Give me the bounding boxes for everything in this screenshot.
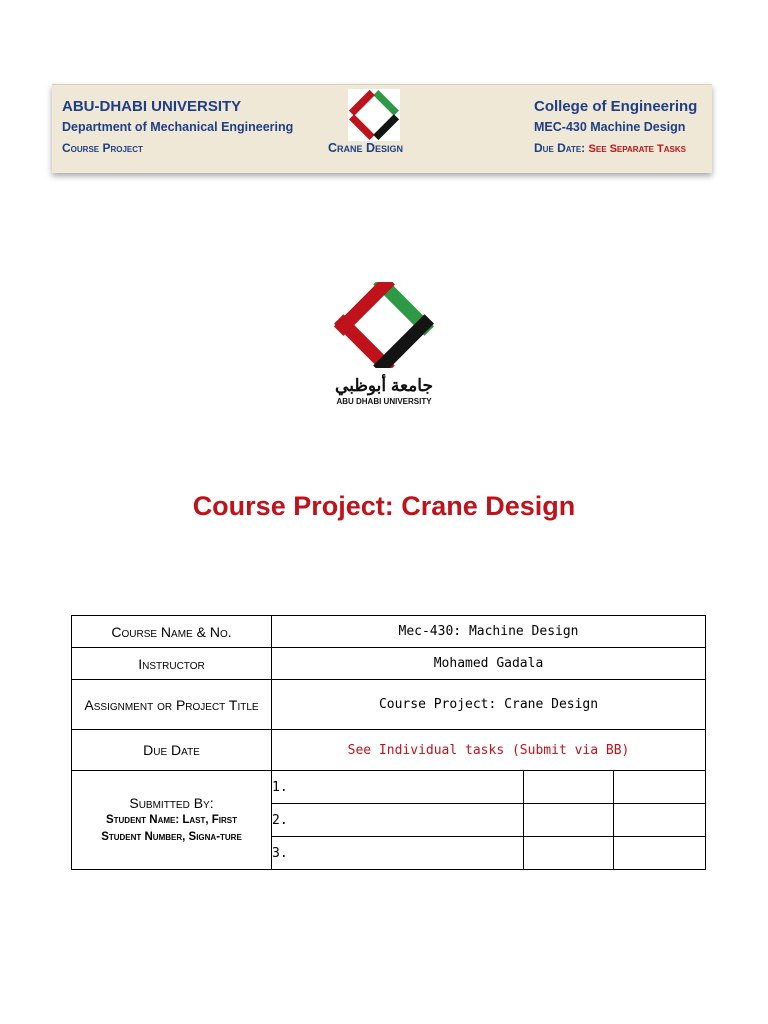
- logo-arabic-text: جامعة أبوظبي: [335, 376, 433, 395]
- table-row: [72, 648, 706, 680]
- student-field[interactable]: [524, 771, 614, 804]
- student-field[interactable]: [614, 837, 706, 870]
- due-date-value: See Separate Tasks: [588, 143, 686, 155]
- student-row-number: 1.: [272, 771, 524, 804]
- instructor-value: Mohamed Gadala: [272, 648, 706, 680]
- table-row: [72, 680, 706, 730]
- table-row: [72, 730, 706, 771]
- university-name: ABU-DHABI UNIVERSITY: [62, 98, 242, 115]
- due-date-value: See Individual tasks (Submit via BB): [272, 730, 706, 771]
- due-date-label: Due Date: [72, 730, 272, 771]
- course-name-value: Mec-430: Machine Design: [272, 616, 706, 648]
- submitted-by-cell: [72, 771, 272, 870]
- student-field[interactable]: [524, 804, 614, 837]
- course-project-label: Course Project: [62, 141, 143, 155]
- main-logo: [326, 282, 442, 406]
- submitted-by-label: Submitted By:: [129, 795, 214, 811]
- student-row-number: 3.: [272, 837, 524, 870]
- instructor-label: Instructor: [72, 648, 272, 680]
- student-field[interactable]: [524, 837, 614, 870]
- header-right: [534, 97, 697, 160]
- logo-english-text: ABU DHABI UNIVERSITY: [336, 397, 432, 406]
- header-logo: [348, 89, 400, 141]
- document-header: [52, 84, 712, 173]
- university-logo-icon: [326, 282, 442, 368]
- course-code: MEC-430 Machine Design: [534, 120, 686, 134]
- project-name-label: Crane Design: [328, 141, 404, 155]
- due-date-label: Due Date:: [534, 141, 586, 155]
- assignment-label: Assignment or Project Title: [72, 680, 272, 730]
- student-name-hint: Student Name: Last, First: [105, 814, 238, 826]
- cover-info-table: [71, 615, 706, 870]
- student-row-number: 2.: [272, 804, 524, 837]
- header-left: [62, 97, 293, 159]
- due-date-line: [534, 137, 697, 160]
- college-name: College of Engineering: [534, 98, 698, 115]
- table-row: [72, 771, 706, 804]
- student-field[interactable]: [614, 771, 706, 804]
- university-logo-icon: [348, 89, 400, 141]
- assignment-value: Course Project: Crane Design: [272, 680, 706, 730]
- course-name-label: Course Name & No.: [72, 616, 272, 648]
- student-field[interactable]: [614, 804, 706, 837]
- table-row: [72, 616, 706, 648]
- department-name: Department of Mechanical Engineering: [62, 120, 294, 134]
- document-title: Course Project: Crane Design: [192, 491, 576, 521]
- student-number-hint: Student Number, Signa-ture: [101, 831, 242, 843]
